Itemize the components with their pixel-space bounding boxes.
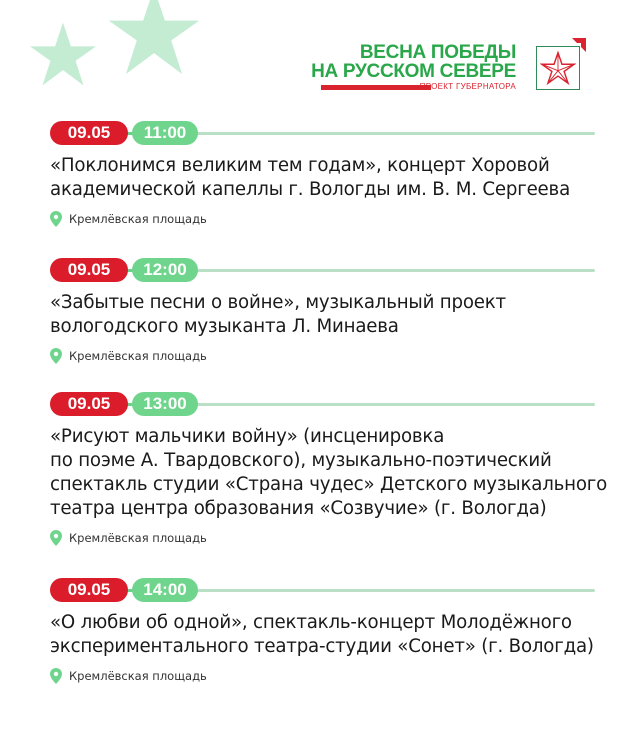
event-location	[50, 668, 595, 684]
location-text: Кремлёвская площадь	[69, 349, 207, 363]
event-title-line: экспериментального театра-студии «Сонет» (г. Вологда)	[50, 636, 594, 657]
small-star-icon	[30, 22, 96, 86]
event-title-line: «Поклонимся великим тем годам», концерт Хоровой	[50, 155, 550, 176]
divider-line	[196, 132, 595, 135]
location-text: Кремлёвская площадь	[69, 212, 207, 226]
location-text: Кремлёвская площадь	[69, 531, 207, 545]
event-location	[50, 530, 595, 546]
location-pin-icon	[50, 348, 62, 364]
date-badge: 09.05	[50, 258, 128, 282]
time-badge: 14:00	[132, 578, 198, 602]
event-title-line: «Рисуют мальчики войну» (инсценировка	[50, 426, 445, 447]
event-title-line: «Забытые песни о войне», музыкальный проект	[50, 292, 506, 313]
large-star-icon	[104, 0, 204, 74]
logo-red-bar	[321, 85, 431, 90]
event-title	[50, 611, 595, 659]
divider-line	[196, 589, 595, 592]
time-badge: 13:00	[132, 392, 198, 416]
time-badge: 12:00	[132, 258, 198, 282]
location-pin-icon	[50, 668, 62, 684]
location-text: Кремлёвская площадь	[69, 669, 207, 683]
event-title-line: вологодского музыканта Л. Минаева	[50, 316, 399, 337]
date-badge: 09.05	[50, 392, 128, 416]
event-title-line: спектакль студии «Страна чудес» Детского музыкального	[50, 474, 608, 495]
date-badge: 09.05	[50, 578, 128, 602]
event-location	[50, 211, 595, 227]
location-pin-icon	[50, 211, 62, 227]
event-item	[50, 392, 608, 546]
event-title-line: академической капеллы г. Вологды им. В. М. Сергеева	[50, 179, 571, 200]
event-title-line: театра центра образования «Созвучие» (г. Вологда)	[50, 498, 547, 519]
logo	[311, 38, 598, 98]
divider-line	[196, 403, 595, 406]
event-title	[50, 425, 608, 521]
event-title	[50, 154, 595, 202]
event-location	[50, 348, 595, 364]
event-title-line: «О любви об одной», спектакль-концерт Молодёжного	[50, 612, 572, 633]
divider-line	[196, 269, 595, 272]
logo-subtitle: ПРОЕКТ ГУБЕРНАТОРА	[419, 82, 516, 91]
event-item	[50, 578, 595, 684]
event-title-line: по поэме А. Твардовского), музыкально-поэтический	[50, 450, 552, 471]
location-pin-icon	[50, 530, 62, 546]
event-item	[50, 258, 595, 364]
event-title	[50, 291, 595, 339]
logo-title-line2: НА РУССКОМ СЕВЕРЕ	[311, 61, 516, 82]
date-badge: 09.05	[50, 121, 128, 145]
event-item	[50, 121, 595, 227]
time-badge: 11:00	[132, 121, 198, 145]
logo-title-line1: ВЕСНА ПОБЕДЫ	[359, 42, 516, 63]
star-emblem-icon	[540, 50, 576, 86]
